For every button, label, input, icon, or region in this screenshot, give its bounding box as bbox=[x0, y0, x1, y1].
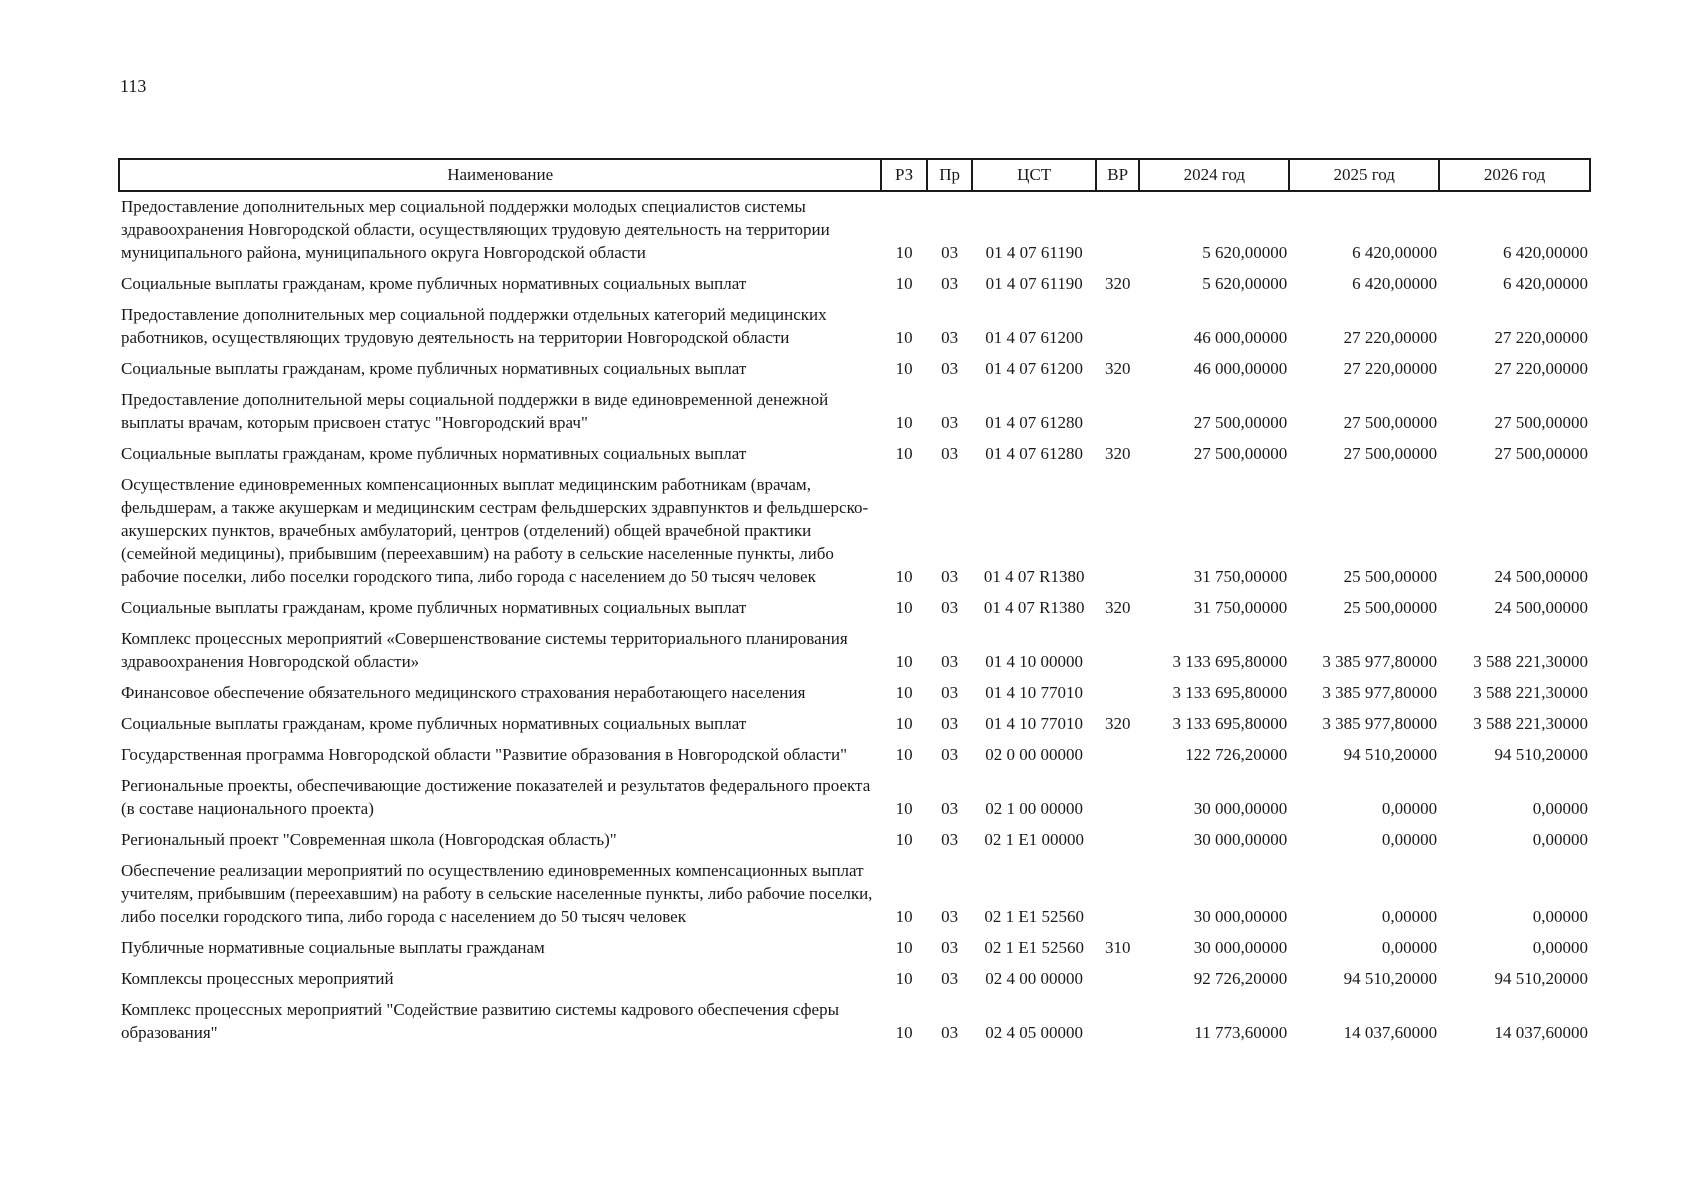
cell-rz: 10 bbox=[895, 652, 913, 671]
cell-y2024: 3 133 695,80000 bbox=[1172, 683, 1288, 702]
cell-y2026: 0,00000 bbox=[1532, 830, 1588, 849]
header-name: Наименование bbox=[119, 159, 881, 191]
cell-name: Предоставление дополнительных мер социальной поддержки отдельных категорий медицинских работников, осуществляющих трудовую деятельность на территории Новгородской области bbox=[121, 305, 827, 347]
cell-pr: 03 bbox=[941, 598, 959, 617]
table-row bbox=[119, 933, 1590, 964]
cell-name: Комплекс процессных мероприятий "Содействие развитию системы кадрового обеспечения сферы образования" bbox=[121, 1000, 839, 1042]
cell-cst: 01 4 07 61280 bbox=[985, 444, 1084, 463]
cell-y2024: 30 000,00000 bbox=[1193, 799, 1288, 818]
cell-vr: 320 bbox=[1104, 359, 1131, 378]
cell-cst: 02 1 E1 52560 bbox=[984, 938, 1084, 957]
cell-y2026: 0,00000 bbox=[1532, 907, 1588, 926]
cell-vr: 320 bbox=[1104, 274, 1131, 293]
cell-name: Социальные выплаты гражданам, кроме публичных нормативных социальных выплат bbox=[121, 359, 747, 378]
cell-y2025: 25 500,00000 bbox=[1343, 598, 1438, 617]
cell-y2024: 31 750,00000 bbox=[1193, 598, 1288, 617]
cell-pr: 03 bbox=[941, 907, 959, 926]
header-2026: 2026 год bbox=[1439, 159, 1590, 191]
cell-rz: 10 bbox=[895, 359, 913, 378]
cell-rz: 10 bbox=[895, 938, 913, 957]
cell-y2026: 27 220,00000 bbox=[1494, 359, 1588, 378]
cell-pr: 03 bbox=[941, 745, 959, 764]
cell-y2025: 0,00000 bbox=[1381, 938, 1438, 957]
cell-vr bbox=[1096, 964, 1140, 995]
table-row bbox=[119, 964, 1590, 995]
cell-cst: 01 4 10 77010 bbox=[985, 714, 1084, 733]
cell-y2026: 3 588 221,30000 bbox=[1473, 652, 1588, 671]
cell-name: Предоставление дополнительных мер социальной поддержки молодых специалистов системы здравоохранения Новгородской области, осуществляющих трудовую деятельность на территории муниципального района, муниципального округа Новгородской области bbox=[121, 197, 830, 262]
cell-y2026: 94 510,20000 bbox=[1494, 969, 1588, 988]
cell-pr: 03 bbox=[941, 969, 959, 988]
table-row bbox=[119, 678, 1590, 709]
table-row bbox=[119, 709, 1590, 740]
cell-cst: 01 4 07 R1380 bbox=[983, 598, 1085, 617]
cell-y2024: 46 000,00000 bbox=[1193, 328, 1288, 347]
cell-y2026: 24 500,00000 bbox=[1494, 598, 1588, 617]
cell-pr: 03 bbox=[941, 830, 959, 849]
cell-pr: 03 bbox=[941, 683, 959, 702]
cell-cst: 02 1 E1 00000 bbox=[984, 830, 1084, 849]
cell-vr bbox=[1096, 856, 1140, 933]
cell-name: Социальные выплаты гражданам, кроме публичных нормативных социальных выплат bbox=[121, 714, 747, 733]
cell-y2024: 11 773,60000 bbox=[1194, 1023, 1288, 1042]
cell-vr bbox=[1096, 825, 1140, 856]
cell-rz: 10 bbox=[895, 714, 913, 733]
cell-vr bbox=[1096, 995, 1140, 1049]
cell-y2026: 3 588 221,30000 bbox=[1473, 683, 1588, 702]
cell-rz: 10 bbox=[895, 830, 913, 849]
cell-name: Предоставление дополнительной меры социальной поддержки в виде единовременной денежной выплаты врачам, которым присвоен статус "Новгородский врач" bbox=[121, 390, 829, 432]
page-number: 113 bbox=[120, 76, 147, 96]
cell-vr: 320 bbox=[1104, 714, 1131, 733]
cell-pr: 03 bbox=[941, 243, 959, 262]
cell-rz: 10 bbox=[895, 907, 913, 926]
cell-y2024: 5 620,00000 bbox=[1202, 274, 1288, 293]
cell-cst: 01 4 07 61200 bbox=[985, 359, 1084, 378]
cell-y2025: 27 500,00000 bbox=[1343, 413, 1438, 432]
cell-pr: 03 bbox=[941, 359, 959, 378]
table-row bbox=[119, 354, 1590, 385]
cell-y2024: 5 620,00000 bbox=[1202, 243, 1288, 262]
cell-y2025: 94 510,20000 bbox=[1343, 969, 1438, 988]
cell-vr: 320 bbox=[1104, 444, 1131, 463]
cell-vr bbox=[1096, 740, 1140, 771]
cell-pr: 03 bbox=[941, 1023, 959, 1042]
cell-y2026: 0,00000 bbox=[1532, 938, 1588, 957]
cell-cst: 02 4 05 00000 bbox=[985, 1023, 1084, 1042]
cell-y2025: 14 037,60000 bbox=[1343, 1023, 1438, 1042]
cell-pr: 03 bbox=[941, 938, 959, 957]
cell-y2024: 122 726,20000 bbox=[1185, 745, 1288, 764]
cell-name: Комплексы процессных мероприятий bbox=[121, 969, 394, 988]
cell-rz: 10 bbox=[895, 328, 913, 347]
table-row bbox=[119, 191, 1590, 269]
cell-y2026: 14 037,60000 bbox=[1494, 1023, 1588, 1042]
table-row bbox=[119, 740, 1590, 771]
cell-y2025: 0,00000 bbox=[1381, 799, 1438, 818]
cell-vr bbox=[1096, 191, 1140, 269]
table-row bbox=[119, 995, 1590, 1049]
cell-cst: 01 4 07 R1380 bbox=[983, 567, 1085, 586]
cell-y2024: 3 133 695,80000 bbox=[1172, 714, 1288, 733]
header-2024: 2024 год bbox=[1139, 159, 1289, 191]
cell-vr bbox=[1096, 470, 1140, 593]
cell-y2025: 27 220,00000 bbox=[1343, 359, 1438, 378]
cell-cst: 01 4 07 61200 bbox=[985, 328, 1084, 347]
table-header-row bbox=[119, 159, 1590, 191]
cell-name: Публичные нормативные социальные выплаты гражданам bbox=[121, 938, 545, 957]
cell-y2024: 30 000,00000 bbox=[1193, 907, 1288, 926]
cell-pr: 03 bbox=[941, 444, 959, 463]
cell-y2026: 94 510,20000 bbox=[1494, 745, 1588, 764]
cell-y2024: 92 726,20000 bbox=[1193, 969, 1288, 988]
table-body bbox=[119, 191, 1590, 1049]
cell-name: Финансовое обеспечение обязательного медицинского страхования неработающего населения bbox=[121, 683, 806, 702]
header-rz: РЗ bbox=[881, 159, 927, 191]
cell-y2024: 30 000,00000 bbox=[1193, 830, 1288, 849]
cell-y2026: 6 420,00000 bbox=[1503, 243, 1588, 262]
cell-vr bbox=[1096, 771, 1140, 825]
table-row bbox=[119, 624, 1590, 678]
cell-cst: 01 4 10 77010 bbox=[985, 683, 1084, 702]
cell-y2025: 3 385 977,80000 bbox=[1322, 683, 1438, 702]
cell-y2026: 27 500,00000 bbox=[1494, 413, 1588, 432]
cell-cst: 01 4 07 61280 bbox=[985, 413, 1084, 432]
table-row bbox=[119, 385, 1590, 439]
cell-y2025: 0,00000 bbox=[1381, 907, 1438, 926]
header-cst: ЦСТ bbox=[972, 159, 1096, 191]
cell-y2026: 24 500,00000 bbox=[1494, 567, 1588, 586]
cell-pr: 03 bbox=[941, 328, 959, 347]
cell-y2025: 6 420,00000 bbox=[1352, 243, 1438, 262]
cell-pr: 03 bbox=[941, 714, 959, 733]
cell-cst: 02 4 00 00000 bbox=[985, 969, 1084, 988]
cell-vr bbox=[1096, 385, 1140, 439]
cell-rz: 10 bbox=[895, 969, 913, 988]
cell-cst: 02 1 E1 52560 bbox=[984, 907, 1084, 926]
table-row bbox=[119, 856, 1590, 933]
header-pr: Пр bbox=[927, 159, 973, 191]
table-row bbox=[119, 470, 1590, 593]
cell-pr: 03 bbox=[941, 274, 959, 293]
table-row bbox=[119, 771, 1590, 825]
cell-y2024: 3 133 695,80000 bbox=[1172, 652, 1288, 671]
cell-rz: 10 bbox=[895, 243, 913, 262]
cell-rz: 10 bbox=[895, 745, 913, 764]
cell-vr bbox=[1096, 624, 1140, 678]
cell-cst: 02 1 00 00000 bbox=[985, 799, 1084, 818]
cell-cst: 02 0 00 00000 bbox=[985, 745, 1084, 764]
cell-vr: 320 bbox=[1104, 598, 1131, 617]
cell-pr: 03 bbox=[941, 652, 959, 671]
cell-rz: 10 bbox=[895, 444, 913, 463]
cell-cst: 01 4 07 61190 bbox=[985, 274, 1083, 293]
cell-name: Осуществление единовременных компенсационных выплат медицинским работникам (врачам, фельдшерам, а также акушеркам и медицинским сестрам фельдшерских здравпунктов и фельдшерско-акушерских пунктов, врачебных амбулаторий, центров (отделений) общей врачебной практики (семейной медицины), прибывшим (переехавшим) на работу в сельские населенные пункты, либо рабочие поселки, либо поселки городского типа, либо города с населением до 50 тысяч человек bbox=[121, 475, 869, 586]
cell-y2025: 27 220,00000 bbox=[1343, 328, 1438, 347]
cell-y2024: 31 750,00000 bbox=[1193, 567, 1288, 586]
cell-name: Социальные выплаты гражданам, кроме публичных нормативных социальных выплат bbox=[121, 598, 747, 617]
cell-pr: 03 bbox=[941, 413, 959, 432]
cell-pr: 03 bbox=[941, 567, 959, 586]
cell-vr: 310 bbox=[1104, 938, 1131, 957]
budget-table bbox=[118, 158, 1591, 1049]
cell-name: Региональные проекты, обеспечивающие достижение показателей и результатов федерального проекта (в составе национального проекта) bbox=[121, 776, 871, 818]
cell-y2026: 6 420,00000 bbox=[1503, 274, 1588, 293]
cell-y2026: 27 220,00000 bbox=[1494, 328, 1588, 347]
cell-name: Региональный проект "Современная школа (Новгородская область)" bbox=[121, 830, 617, 849]
table-row bbox=[119, 439, 1590, 470]
cell-vr bbox=[1096, 300, 1140, 354]
cell-rz: 10 bbox=[895, 274, 913, 293]
cell-vr bbox=[1096, 678, 1140, 709]
cell-name: Обеспечение реализации мероприятий по осуществлению единовременных компенсационных выплат учителям, прибывшим (переехавшим) на работу в сельские населенные пункты, либо рабочие поселки, либо поселки городского типа, либо города с населением до 50 тысяч человек bbox=[121, 861, 873, 926]
cell-y2025: 3 385 977,80000 bbox=[1322, 652, 1438, 671]
cell-y2024: 30 000,00000 bbox=[1193, 938, 1288, 957]
cell-y2025: 27 500,00000 bbox=[1343, 444, 1438, 463]
cell-y2024: 46 000,00000 bbox=[1193, 359, 1288, 378]
table-row bbox=[119, 825, 1590, 856]
cell-y2025: 25 500,00000 bbox=[1343, 567, 1438, 586]
table-row bbox=[119, 269, 1590, 300]
cell-rz: 10 bbox=[895, 683, 913, 702]
cell-y2026: 0,00000 bbox=[1532, 799, 1588, 818]
cell-y2024: 27 500,00000 bbox=[1193, 413, 1288, 432]
cell-y2025: 6 420,00000 bbox=[1352, 274, 1438, 293]
cell-y2025: 3 385 977,80000 bbox=[1322, 714, 1438, 733]
header-2025: 2025 год bbox=[1289, 159, 1439, 191]
cell-rz: 10 bbox=[895, 799, 913, 818]
header-vr: ВР bbox=[1096, 159, 1140, 191]
cell-name: Комплекс процессных мероприятий «Совершенствование системы территориального планирования здравоохранения Новгородской области» bbox=[121, 629, 848, 671]
cell-name: Социальные выплаты гражданам, кроме публичных нормативных социальных выплат bbox=[121, 444, 747, 463]
cell-name: Социальные выплаты гражданам, кроме публичных нормативных социальных выплат bbox=[121, 274, 747, 293]
cell-rz: 10 bbox=[895, 413, 913, 432]
cell-cst: 01 4 07 61190 bbox=[985, 243, 1083, 262]
cell-y2025: 94 510,20000 bbox=[1343, 745, 1438, 764]
cell-y2026: 3 588 221,30000 bbox=[1473, 714, 1588, 733]
table-row bbox=[119, 300, 1590, 354]
cell-rz: 10 bbox=[895, 567, 913, 586]
cell-rz: 10 bbox=[895, 1023, 913, 1042]
cell-pr: 03 bbox=[941, 799, 959, 818]
cell-y2026: 27 500,00000 bbox=[1494, 444, 1588, 463]
table-row bbox=[119, 593, 1590, 624]
cell-y2024: 27 500,00000 bbox=[1193, 444, 1288, 463]
cell-name: Государственная программа Новгородской области "Развитие образования в Новгородской области" bbox=[121, 745, 848, 764]
cell-cst: 01 4 10 00000 bbox=[985, 652, 1084, 671]
cell-y2025: 0,00000 bbox=[1381, 830, 1438, 849]
cell-rz: 10 bbox=[895, 598, 913, 617]
